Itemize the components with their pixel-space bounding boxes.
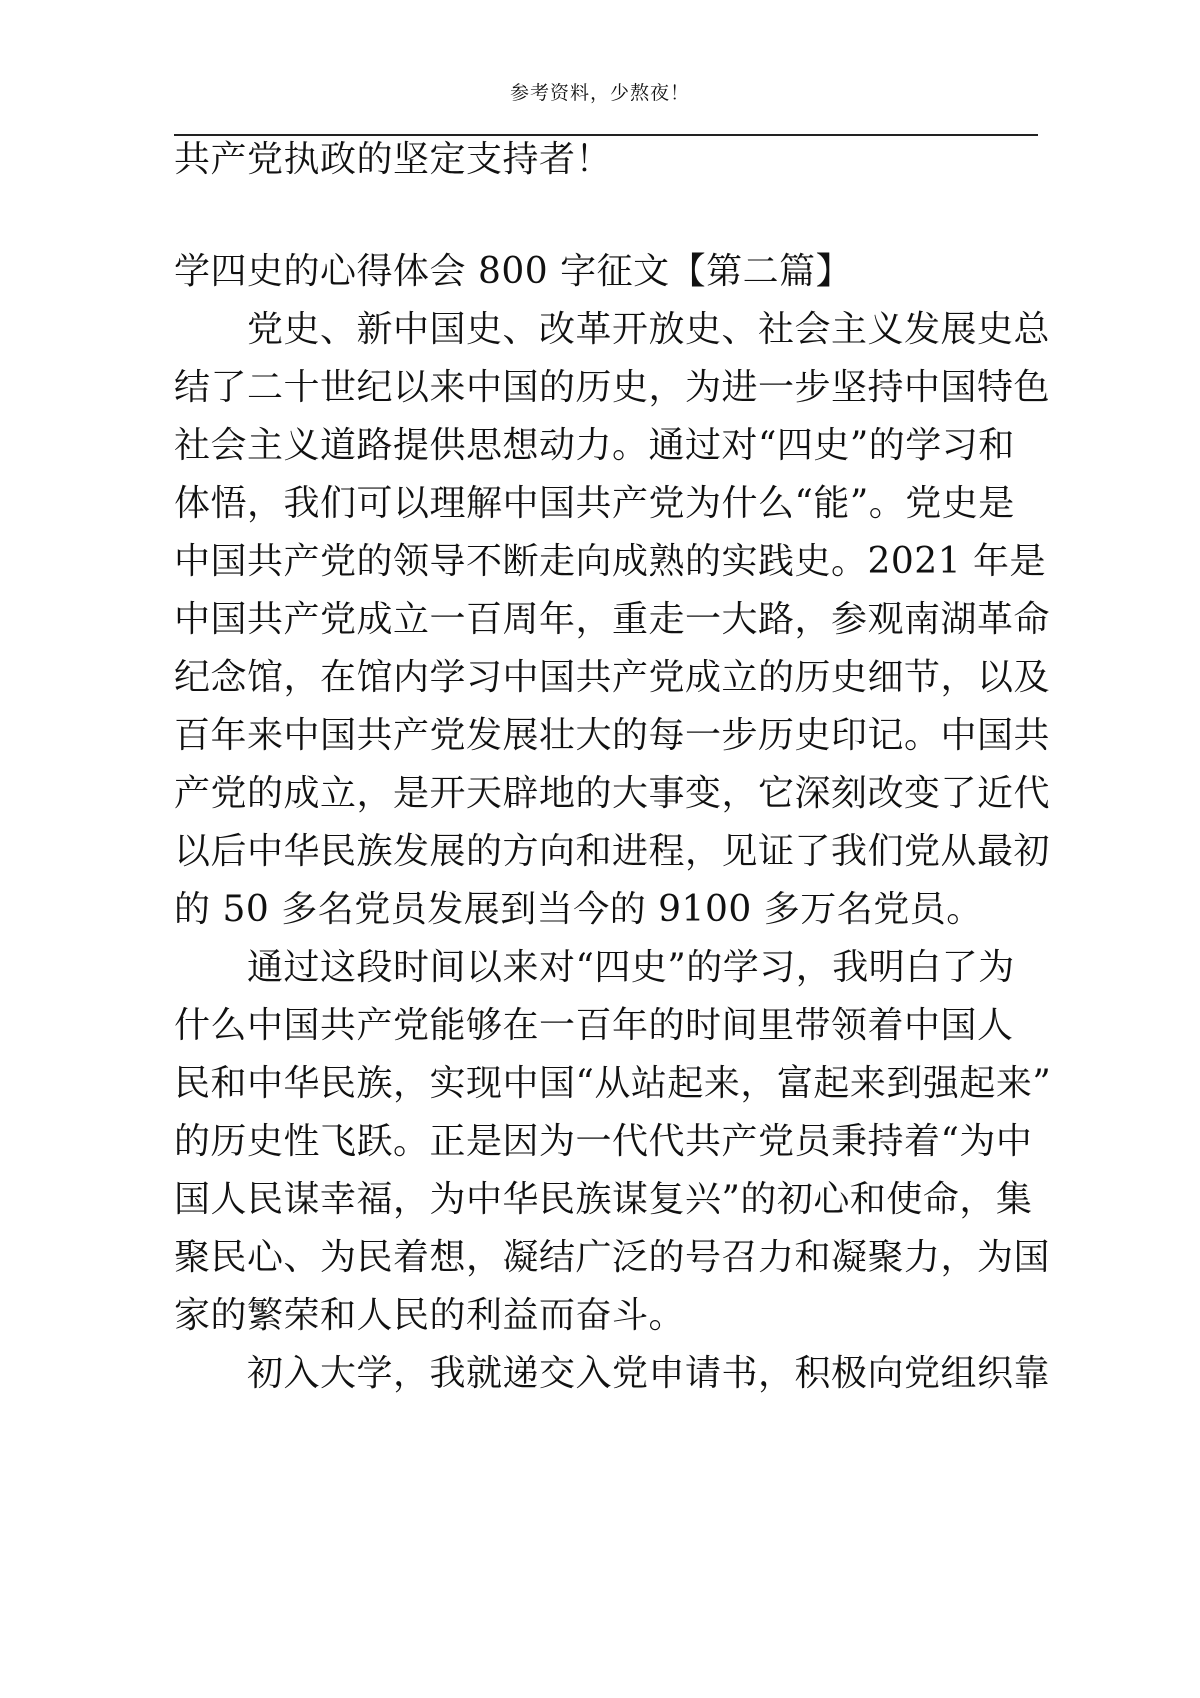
text-line: 纪念馆，在馆内学习中国共产党成立的历史细节，以及 — [174, 657, 1051, 698]
text-line: 民和中华民族，实现中国“从站起来，富起来到强起来” — [174, 1063, 1052, 1104]
text-line: 以后中华民族发展的方向和进程，见证了我们党从最初 — [174, 831, 1051, 872]
text-line: 初入大学，我就递交入党申请书，积极向党组织靠 — [174, 1353, 1051, 1394]
text-line: 百年来中国共产党发展壮大的每一步历史印记。中国共 — [174, 715, 1051, 756]
text-line: 聚民心、为民着想，凝结广泛的号召力和凝聚力，为国 — [174, 1237, 1051, 1278]
text-line: 国人民谋幸福，为中华民族谋复兴”的初心和使命，集 — [174, 1179, 1033, 1220]
text-line: 社会主义道路提供思想动力。通过对“四史”的学习和 — [174, 425, 1015, 466]
text-line: 中国共产党的领导不断走向成熟的实践史。2021 年是 — [174, 541, 1047, 582]
header-text: 参考资料，少熬夜！ — [509, 82, 690, 104]
text-line: 产党的成立，是开天辟地的大事变，它深刻改变了近代 — [174, 773, 1051, 814]
text-line: 党史、新中国史、改革开放史、社会主义发展史总 — [174, 309, 1051, 350]
text-line: 体悟，我们可以理解中国共产党为什么“能”。党史是 — [174, 483, 1015, 524]
text-line: 结了二十世纪以来中国的历史，为进一步坚持中国特色 — [174, 367, 1051, 408]
text-line: 中国共产党成立一百周年，重走一大路，参观南湖革命 — [174, 599, 1051, 640]
text-line: 家的繁荣和人民的利益而奋斗。 — [174, 1295, 686, 1336]
text-line: 共产党执政的坚定支持者！ — [174, 139, 613, 180]
section-heading: 学四史的心得体会 800 字征文【第二篇】 — [174, 251, 853, 292]
text-line: 的历史性飞跃。正是因为一代代共产党员秉持着“为中 — [174, 1121, 1033, 1162]
text-line: 什么中国共产党能够在一百年的时间里带领着中国人 — [174, 1005, 1014, 1046]
text-line: 通过这段时间以来对“四史”的学习，我明白了为 — [174, 947, 1015, 988]
text-line: 的 50 多名党员发展到当今的 9100 多万名党员。 — [174, 889, 983, 930]
